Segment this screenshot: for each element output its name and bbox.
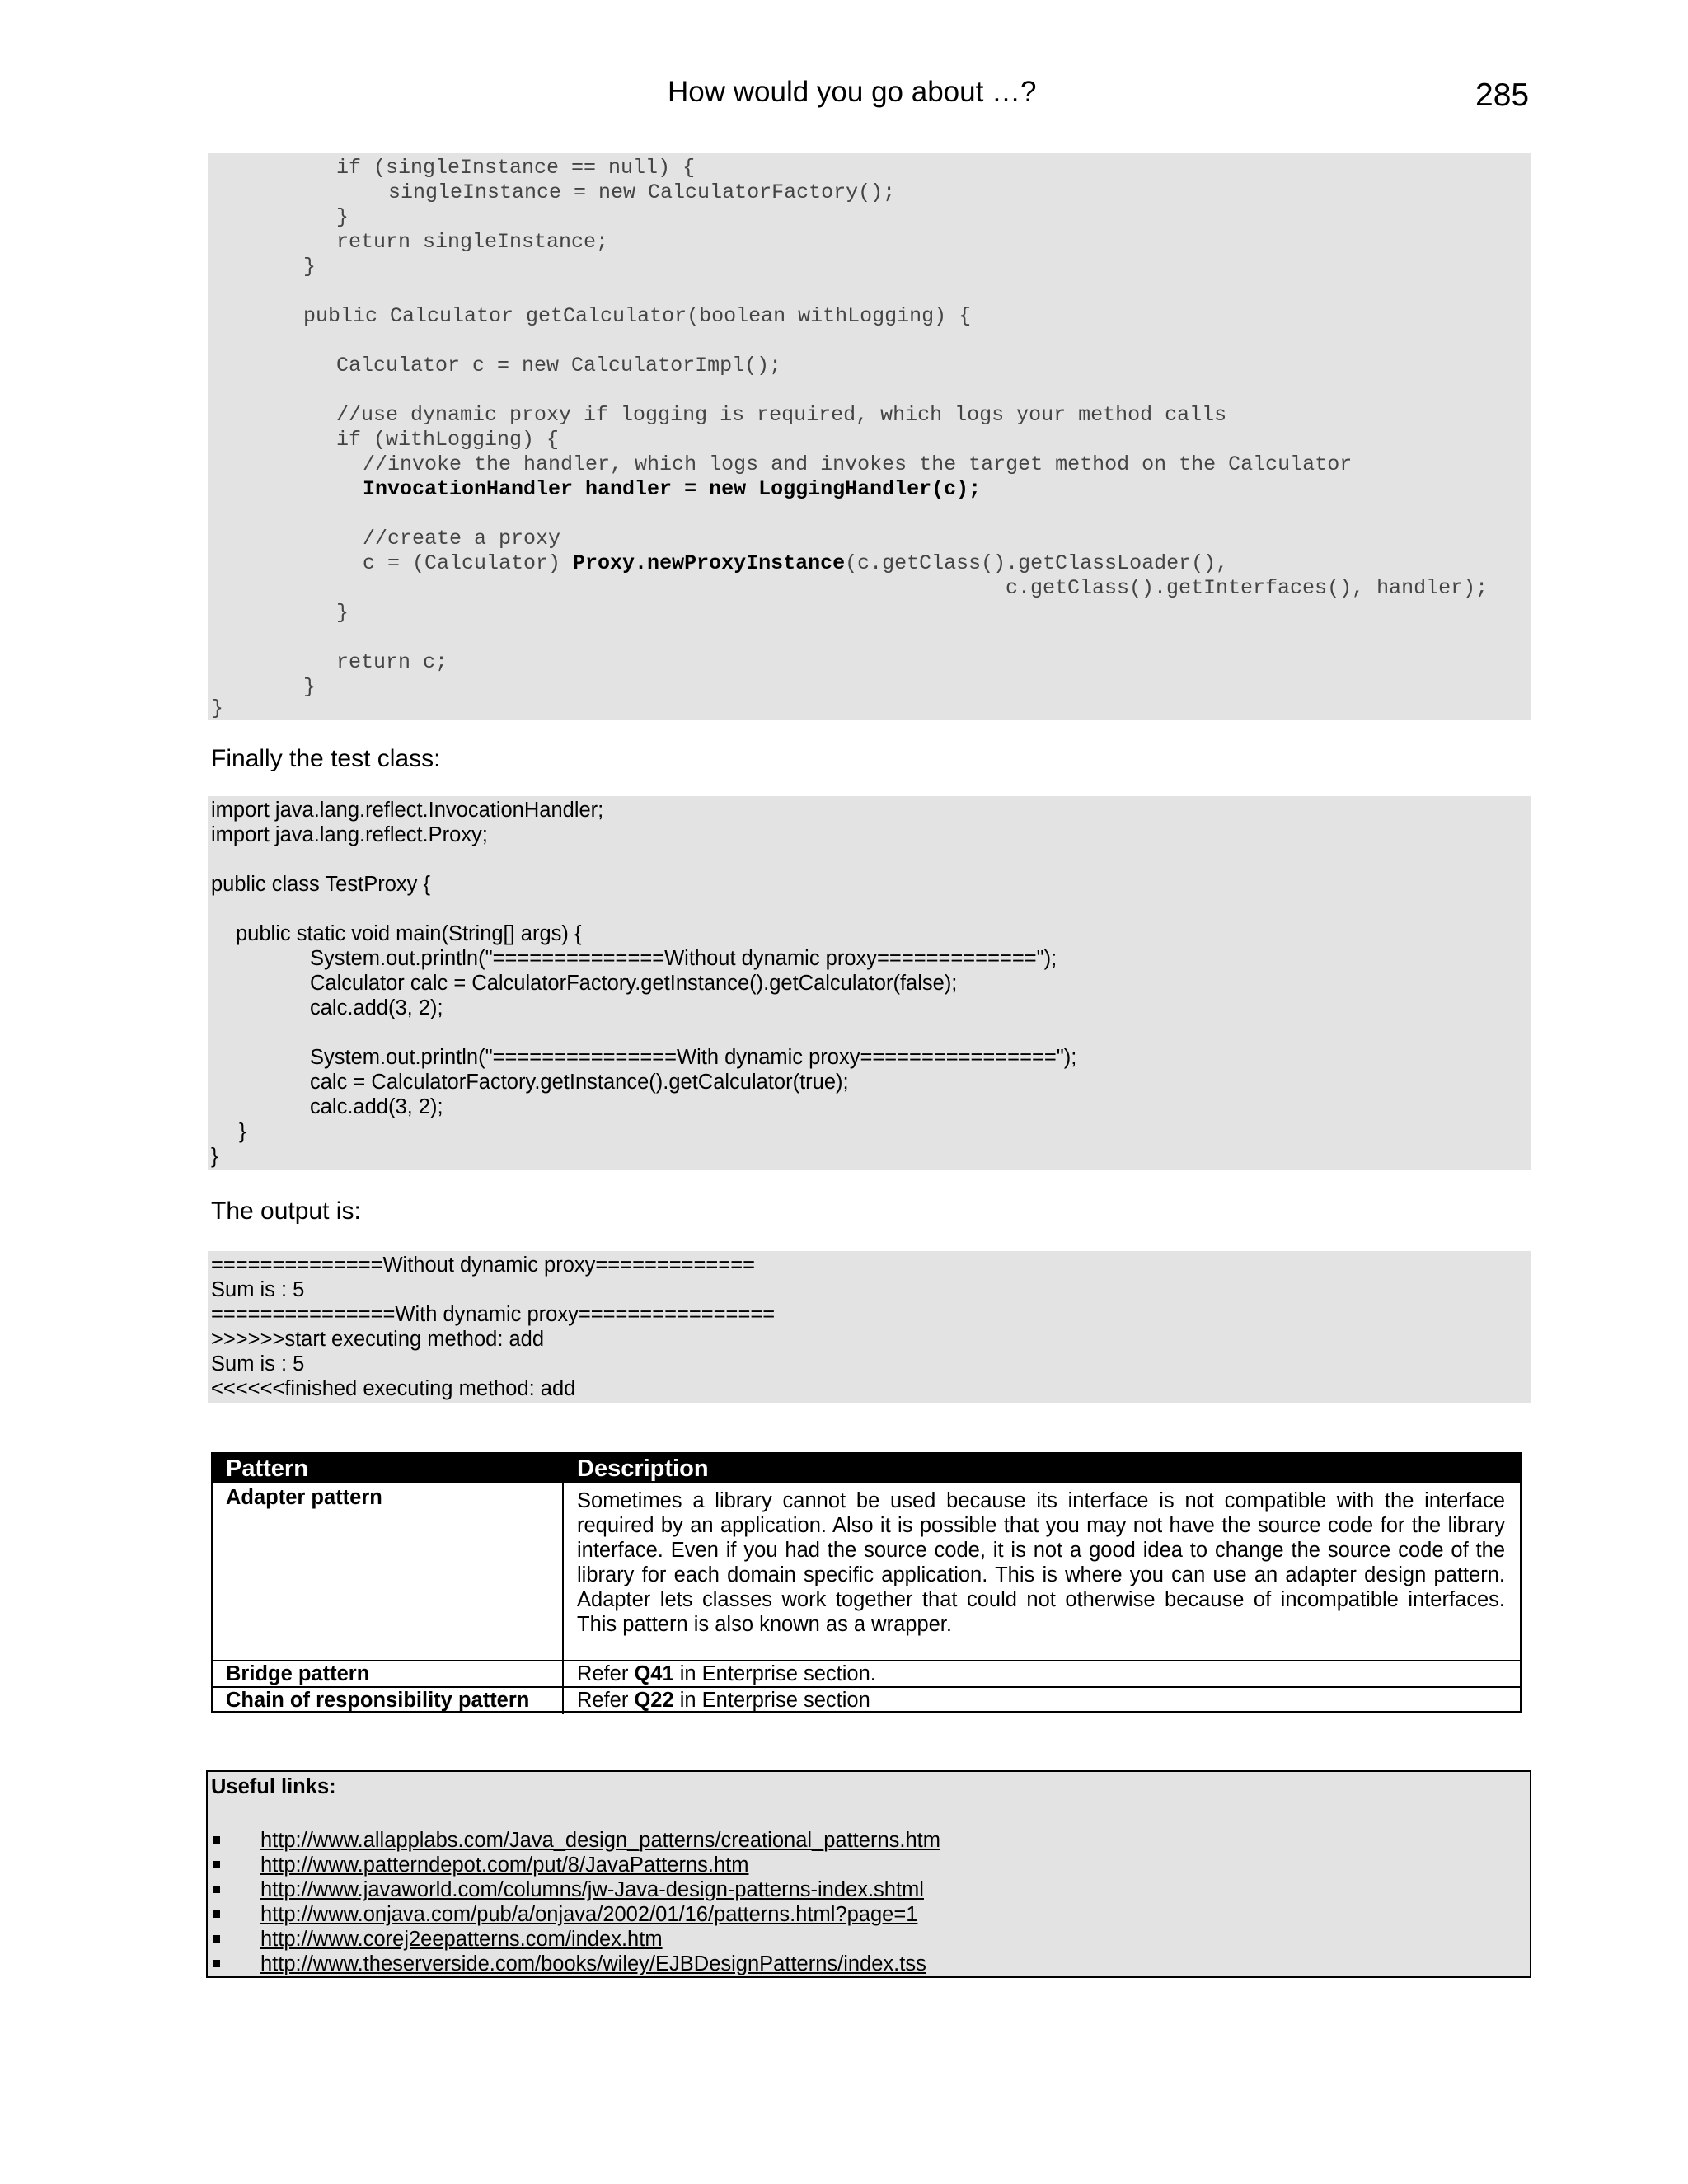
code-line: return singleInstance;	[336, 230, 609, 254]
code-line: Calculator calc = CalculatorFactory.getInstance().getCalculator(false);	[310, 972, 958, 995]
output-line: ==============Without dynamic proxy=============	[211, 1254, 755, 1277]
bullet-icon	[213, 1935, 220, 1943]
header-pattern: Pattern	[226, 1455, 308, 1482]
link-url[interactable]: http://www.onjava.com/pub/a/onjava/2002/01/16/patterns.html?page=1	[260, 1903, 918, 1926]
link-item	[208, 1828, 1444, 1853]
bullet-icon	[213, 1960, 220, 1967]
code-line: }	[336, 601, 349, 625]
code-fragment: c = (Calculator)	[363, 551, 574, 575]
code-line: }	[211, 1145, 218, 1168]
code-line: c.getClass().getInterfaces(), handler);	[1006, 576, 1489, 600]
code-line: calc.add(3, 2);	[310, 996, 443, 1019]
paragraph-test-class: Finally the test class:	[211, 745, 441, 772]
code-line: singleInstance = new CalculatorFactory();	[388, 180, 896, 204]
code-line: }	[336, 205, 349, 229]
link-url[interactable]: http://www.theserverside.com/books/wiley/EJBDesignPatterns/index.tss	[260, 1952, 926, 1975]
code-fragment: (c.getClass().getClassLoader(),	[845, 551, 1229, 575]
ref-text: in Enterprise section	[673, 1689, 870, 1712]
code-line: }	[211, 696, 224, 720]
code-line: System.out.println("===============With dynamic proxy================");	[310, 1046, 1077, 1069]
output-line: <<<<<<finished executing method: add	[211, 1377, 576, 1400]
code-block-calculator-factory	[208, 153, 1531, 720]
link-url[interactable]: http://www.corej2eepatterns.com/index.htm	[260, 1928, 663, 1951]
paragraph-output: The output is:	[211, 1197, 361, 1225]
output-line: ===============With dynamic proxy================	[211, 1303, 776, 1326]
link-item	[208, 1952, 1444, 1976]
code-line: calc.add(3, 2);	[310, 1095, 443, 1118]
code-line: import java.lang.reflect.Proxy;	[211, 823, 488, 846]
code-line: //create a proxy	[363, 527, 561, 551]
pattern-name-chain: Chain of responsibility pattern	[226, 1689, 530, 1712]
page-header-title: How would you go about …?	[668, 76, 1037, 108]
code-line: import java.lang.reflect.InvocationHandler;	[211, 799, 604, 822]
pattern-reference-bridge	[577, 1661, 876, 1686]
link-item	[208, 1902, 1444, 1927]
link-item	[208, 1927, 1444, 1952]
program-output-block	[208, 1251, 1531, 1403]
ref-text: Refer	[577, 1662, 635, 1685]
table-header-row	[213, 1454, 1520, 1483]
link-item	[208, 1877, 1444, 1902]
bullet-icon	[213, 1836, 220, 1844]
code-line: if (withLogging) {	[336, 428, 560, 452]
link-url[interactable]: http://www.javaworld.com/columns/jw-Java-design-patterns-index.shtml	[260, 1878, 924, 1901]
output-line: Sum is : 5	[211, 1278, 305, 1301]
code-line: //invoke the handler, which logs and invokes the target method on the Calculator	[363, 452, 1353, 476]
code-block-test-proxy	[208, 796, 1531, 1170]
pattern-reference-chain	[577, 1688, 870, 1713]
output-line: Sum is : 5	[211, 1352, 305, 1376]
code-line: //use dynamic proxy if logging is required, which logs your method calls	[336, 403, 1227, 427]
ref-text: in Enterprise section.	[673, 1662, 876, 1685]
header-description: Description	[577, 1455, 709, 1482]
output-line: >>>>>>start executing method: add	[211, 1328, 545, 1351]
code-line: Calculator c = new CalculatorImpl();	[336, 354, 782, 377]
code-line	[363, 551, 1228, 576]
useful-links-title: Useful links:	[211, 1775, 336, 1798]
pattern-table	[211, 1452, 1522, 1713]
code-line: }	[239, 1120, 246, 1143]
pattern-description-adapter: Sometimes a library cannot be used because its interface is not compatible with the interface required by an application. Also it is possible that you may not have the source code for the library interface. Even if you had the source code, it is not a good idea to change the source code of the library for each domain specific application. This is where you can use an adapter design pattern. Adapter lets classes work together that could not otherwise because of incompatible interfaces. This pattern is also known as a wrapper.	[577, 1489, 1505, 1636]
bullet-icon	[213, 1910, 220, 1918]
table-column-divider	[562, 1483, 564, 1714]
pattern-name-adapter: Adapter pattern	[226, 1486, 382, 1509]
code-line-bold: InvocationHandler handler = new LoggingHandler(c);	[363, 477, 982, 501]
page-number: 285	[1475, 77, 1530, 113]
ref-question: Q41	[634, 1662, 674, 1685]
link-url[interactable]: http://www.allapplabs.com/Java_design_patterns/creational_patterns.htm	[260, 1829, 940, 1852]
bullet-icon	[213, 1861, 220, 1868]
pattern-name-bridge: Bridge pattern	[226, 1662, 370, 1685]
link-item	[208, 1853, 1444, 1877]
code-line: public Calculator getCalculator(boolean withLogging) {	[303, 304, 972, 328]
code-line: }	[303, 255, 316, 279]
bullet-icon	[213, 1886, 220, 1893]
useful-links-box	[206, 1770, 1531, 1978]
code-line: if (singleInstance == null) {	[336, 156, 696, 180]
code-line: public static void main(String[] args) {	[236, 922, 582, 945]
ref-text: Refer	[577, 1689, 635, 1712]
code-line: calc = CalculatorFactory.getInstance().getCalculator(true);	[310, 1071, 849, 1094]
code-line: System.out.println("==============Without dynamic proxy=============");	[310, 947, 1057, 970]
ref-question: Q22	[634, 1689, 674, 1712]
link-url[interactable]: http://www.patterndepot.com/put/8/JavaPatterns.htm	[260, 1854, 749, 1877]
code-fragment-bold: Proxy.newProxyInstance	[573, 551, 846, 575]
code-line: }	[303, 675, 316, 699]
code-line: return c;	[336, 650, 448, 674]
code-line: public class TestProxy {	[211, 873, 430, 896]
